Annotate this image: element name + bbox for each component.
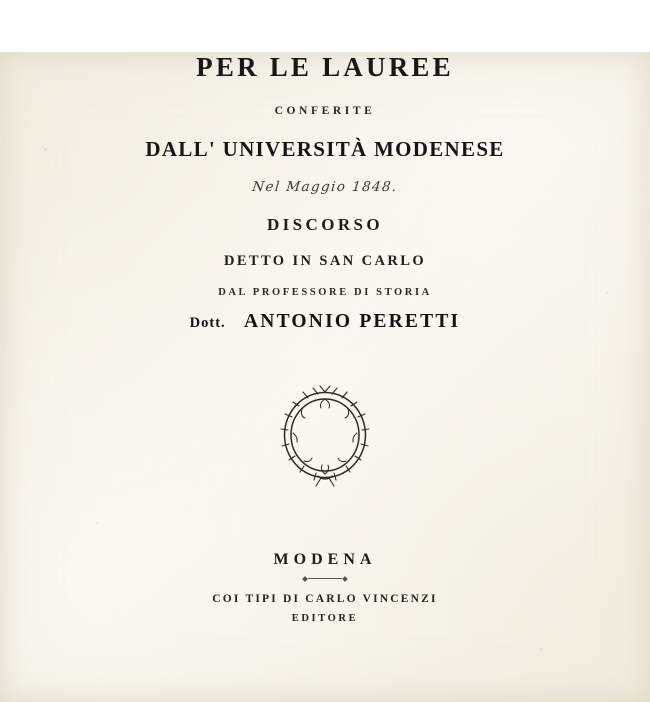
title-page-content	[0, 52, 650, 624]
author-name: ANTONIO PERETTI	[244, 311, 461, 332]
subtitle-conferite: CONFERITE	[274, 105, 376, 117]
ornament-container	[0, 373, 650, 493]
author-prefix: Dott.	[189, 315, 226, 331]
imprint-role: EDITORE	[291, 613, 359, 624]
page-title: PER LE LAUREE	[196, 52, 454, 82]
title-page	[0, 52, 650, 702]
date-line: Nel Maggio 1848.	[251, 179, 399, 195]
discourse-label: DISCORSO	[266, 215, 383, 234]
imprint-city: MODENA	[273, 551, 377, 568]
author-line	[0, 311, 650, 333]
decorative-rule	[308, 578, 342, 579]
professor-role-line: DAL PROFESSORE DI STORIA	[218, 287, 432, 298]
imprint-printer: COI TIPI DI CARLO VINCENZI	[212, 593, 438, 605]
laurel-wreath-icon	[272, 377, 378, 489]
university-line: DALL' UNIVERSITÀ MODENESE	[145, 137, 505, 161]
place-line: DETTO IN SAN CARLO	[223, 253, 427, 269]
